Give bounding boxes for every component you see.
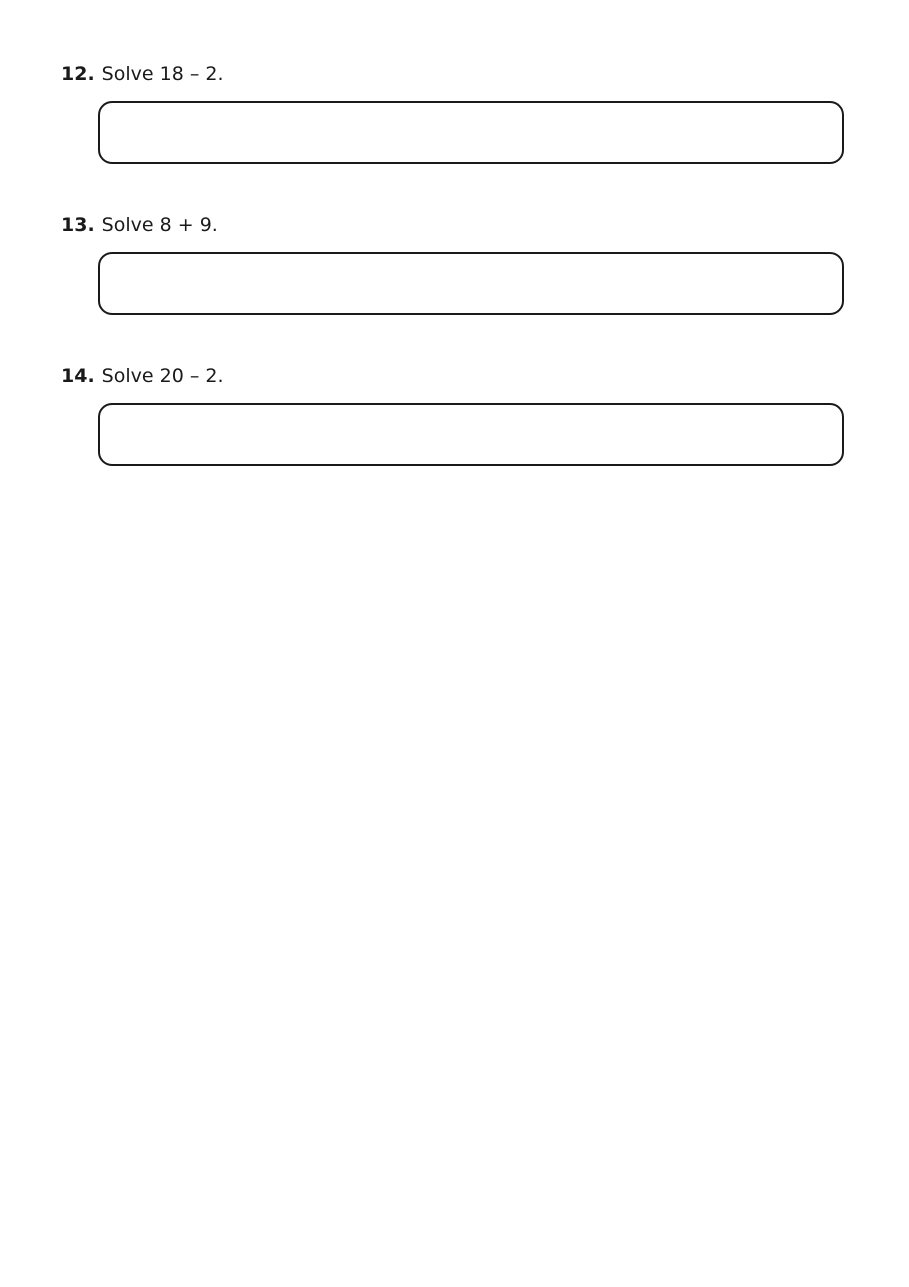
answer-box[interactable] [98, 403, 844, 466]
question-number: 12. [61, 63, 95, 85]
question-line [61, 61, 224, 87]
question-line [61, 212, 218, 238]
question-prompt: Solve 18 – 2. [101, 63, 224, 85]
answer-box[interactable] [98, 252, 844, 315]
question-number: 13. [61, 214, 95, 236]
question-prompt: Solve 8 + 9. [101, 214, 218, 236]
question-number: 14. [61, 365, 95, 387]
answer-box[interactable] [98, 101, 844, 164]
question-prompt: Solve 20 – 2. [101, 365, 224, 387]
question-line [61, 363, 224, 389]
